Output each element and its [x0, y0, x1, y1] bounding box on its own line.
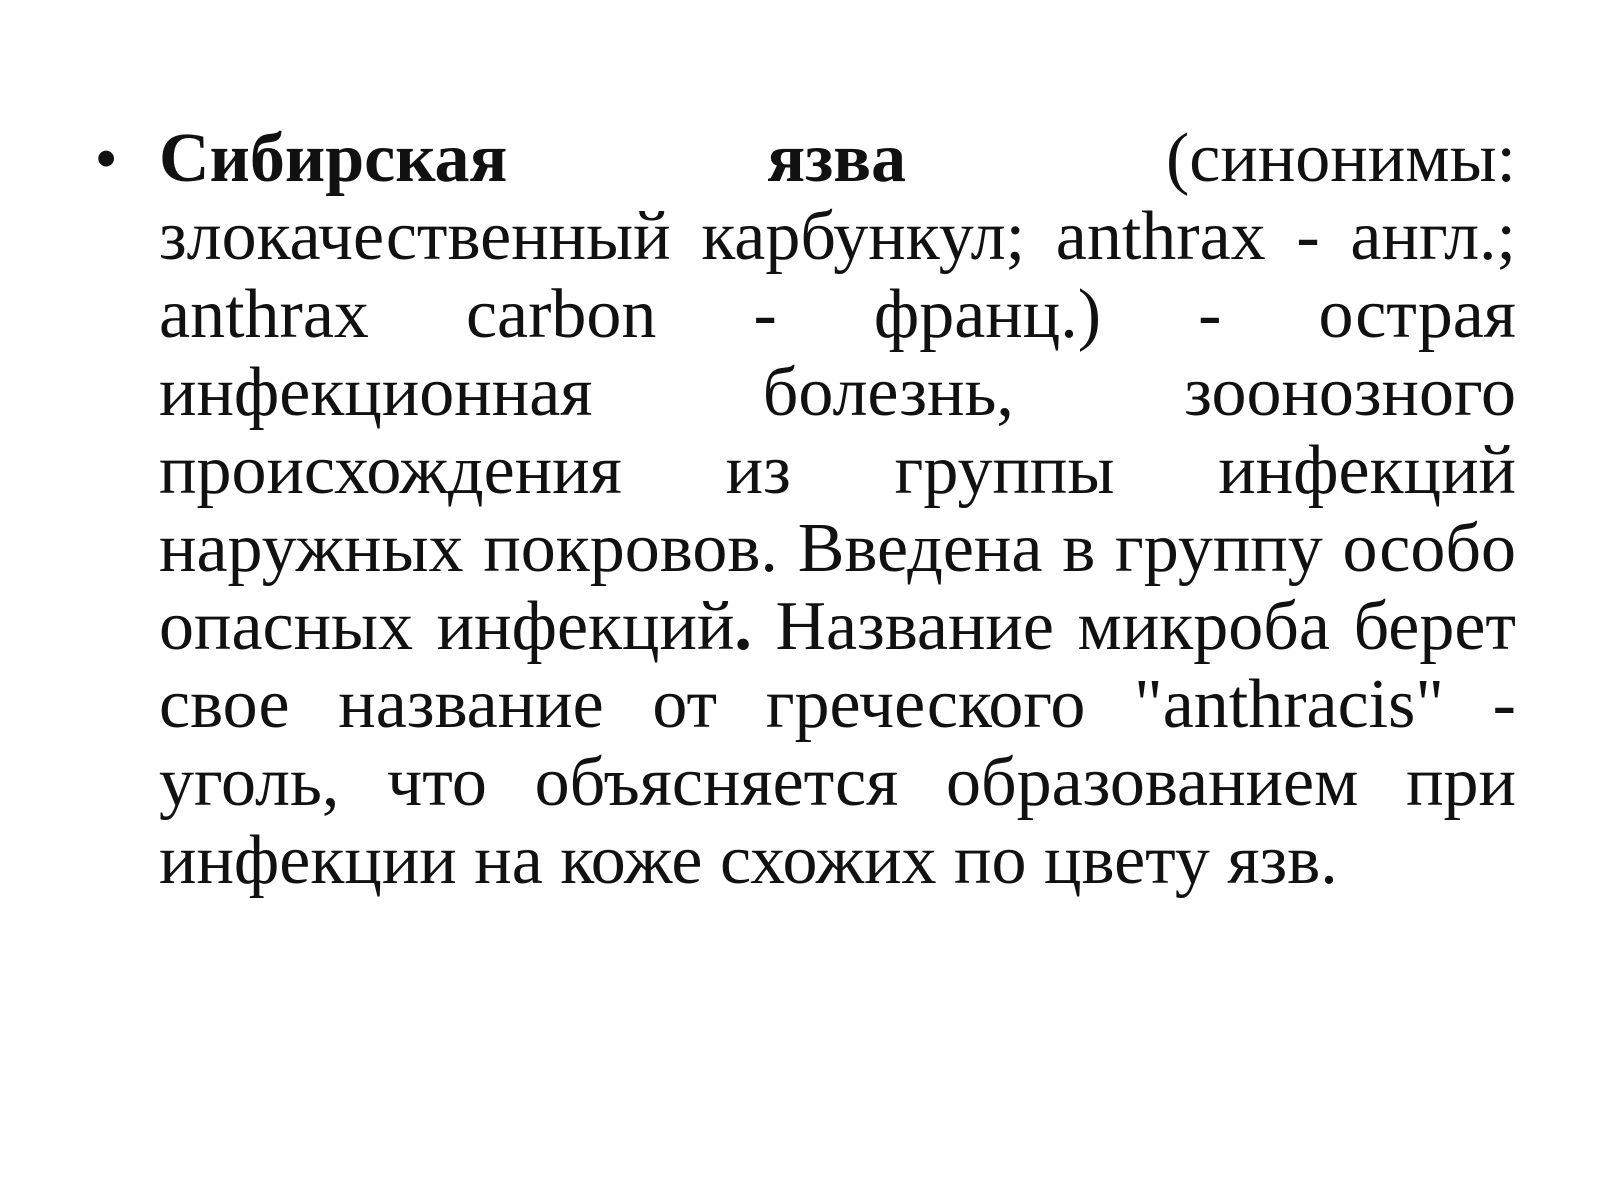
bullet-icon: •	[96, 126, 117, 191]
bullet-paragraph	[159, 120, 1516, 900]
bullet-item	[96, 120, 1516, 900]
sentence-dot: .	[734, 588, 752, 665]
definition-text-2: Название микроба берет свое название от греческого "anthracis" - уголь, что объясняется образованием при инфекции на коже схожих по цвету язв.	[159, 588, 1516, 899]
disease-term: Сибирская язва	[159, 120, 907, 197]
definition-text-1: (синонимы: злокачественный карбункул; anthrax - англ.; anthrax carbon - франц.) - острая инфекционная болезнь, зоонозного происхождения из группы инфекций наружных покровов. Введена в группу особо опасных инфекций	[159, 120, 1516, 665]
